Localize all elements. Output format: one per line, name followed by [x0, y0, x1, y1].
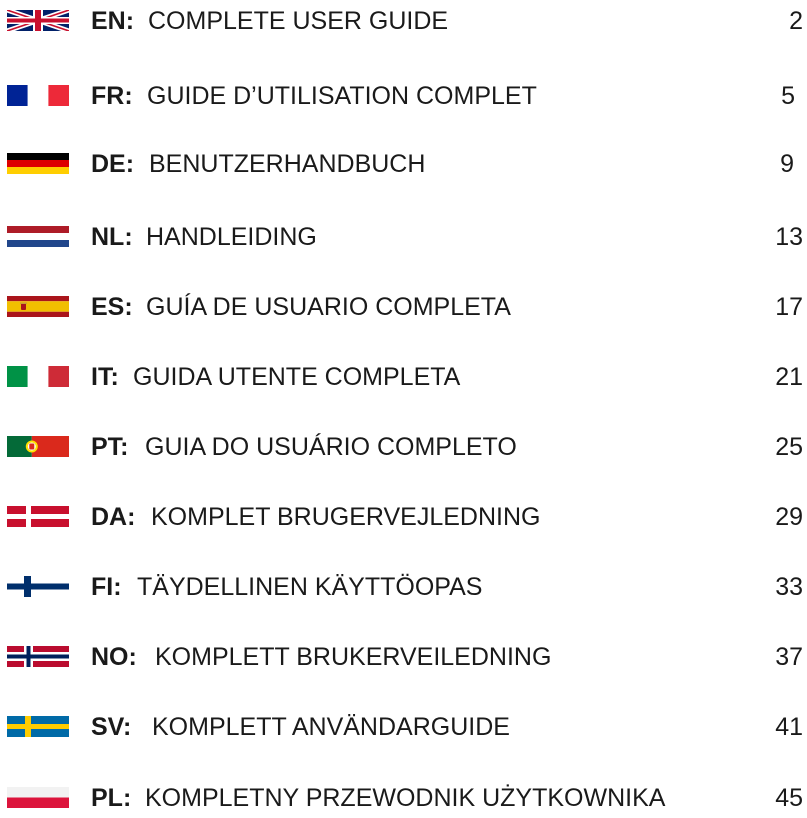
toc-entry-en[interactable]: [0, 1, 807, 41]
denmark-flag-icon: [7, 506, 69, 527]
guide-title: KOMPLET BRUGERVEJLEDNING: [151, 503, 541, 531]
toc-entry-sv[interactable]: [0, 707, 807, 747]
language-code: SV:: [91, 713, 132, 741]
sweden-flag-icon: [7, 716, 69, 737]
guide-title: GUIDA UTENTE COMPLETA: [133, 363, 461, 391]
page-number: 2: [789, 7, 803, 35]
netherlands-flag-icon: [7, 226, 69, 247]
page-number: 25: [775, 433, 803, 461]
page-number: 29: [775, 503, 803, 531]
finland-flag-icon: [7, 576, 69, 597]
toc-entry-es[interactable]: [0, 287, 807, 327]
guide-title: KOMPLETT ANVÄNDARGUIDE: [152, 713, 510, 741]
norway-flag-icon: [7, 646, 69, 667]
page-number: 37: [775, 643, 803, 671]
language-code: IT:: [91, 363, 119, 391]
page-number: 9: [780, 150, 794, 178]
language-code: PT:: [91, 433, 129, 461]
language-code: EN:: [91, 7, 135, 35]
toc-entry-fi[interactable]: [0, 567, 807, 607]
toc-entry-de[interactable]: [0, 144, 807, 184]
page-number: 41: [775, 713, 803, 741]
language-code: ES:: [91, 293, 133, 321]
page-number: 17: [775, 293, 803, 321]
page-number: 33: [775, 573, 803, 601]
uk-flag-icon: [7, 10, 69, 31]
toc-entry-nl[interactable]: [0, 217, 807, 257]
page-number: 13: [775, 223, 803, 251]
guide-title: GUIDE D’UTILISATION COMPLET: [147, 82, 537, 110]
language-code: DE:: [91, 150, 135, 178]
language-code: DA:: [91, 503, 136, 531]
toc-entry-it[interactable]: [0, 357, 807, 397]
toc-entry-pl[interactable]: [0, 778, 807, 818]
page-number: 45: [775, 784, 803, 812]
italy-flag-icon: [7, 366, 69, 387]
germany-flag-icon: [7, 153, 69, 174]
portugal-flag-icon: [7, 436, 69, 457]
guide-title: KOMPLETT BRUKERVEILEDNING: [155, 643, 552, 671]
guide-title: HANDLEIDING: [146, 223, 317, 251]
page-number: 5: [781, 82, 795, 110]
toc-entry-da[interactable]: [0, 497, 807, 537]
language-code: PL:: [91, 784, 132, 812]
language-code: FR:: [91, 82, 133, 110]
guide-title: KOMPLETNY PRZEWODNIK UŻYTKOWNIKA: [145, 784, 666, 812]
guide-title: GUIA DO USUÁRIO COMPLETO: [145, 433, 517, 461]
language-code: FI:: [91, 573, 122, 601]
guide-title: COMPLETE USER GUIDE: [148, 7, 449, 35]
guide-title: BENUTZERHANDBUCH: [149, 150, 426, 178]
toc-entry-no[interactable]: [0, 637, 807, 677]
language-code: NL:: [91, 223, 133, 251]
guide-title: GUÍA DE USUARIO COMPLETA: [146, 293, 511, 321]
guide-title: TÄYDELLINEN KÄYTTÖOPAS: [137, 573, 483, 601]
toc-entry-pt[interactable]: [0, 427, 807, 467]
france-flag-icon: [7, 85, 69, 106]
language-code: NO:: [91, 643, 137, 671]
spain-flag-icon: [7, 296, 69, 317]
toc-entry-fr[interactable]: [0, 76, 807, 116]
poland-flag-icon: [7, 787, 69, 808]
page-number: 21: [775, 363, 803, 391]
